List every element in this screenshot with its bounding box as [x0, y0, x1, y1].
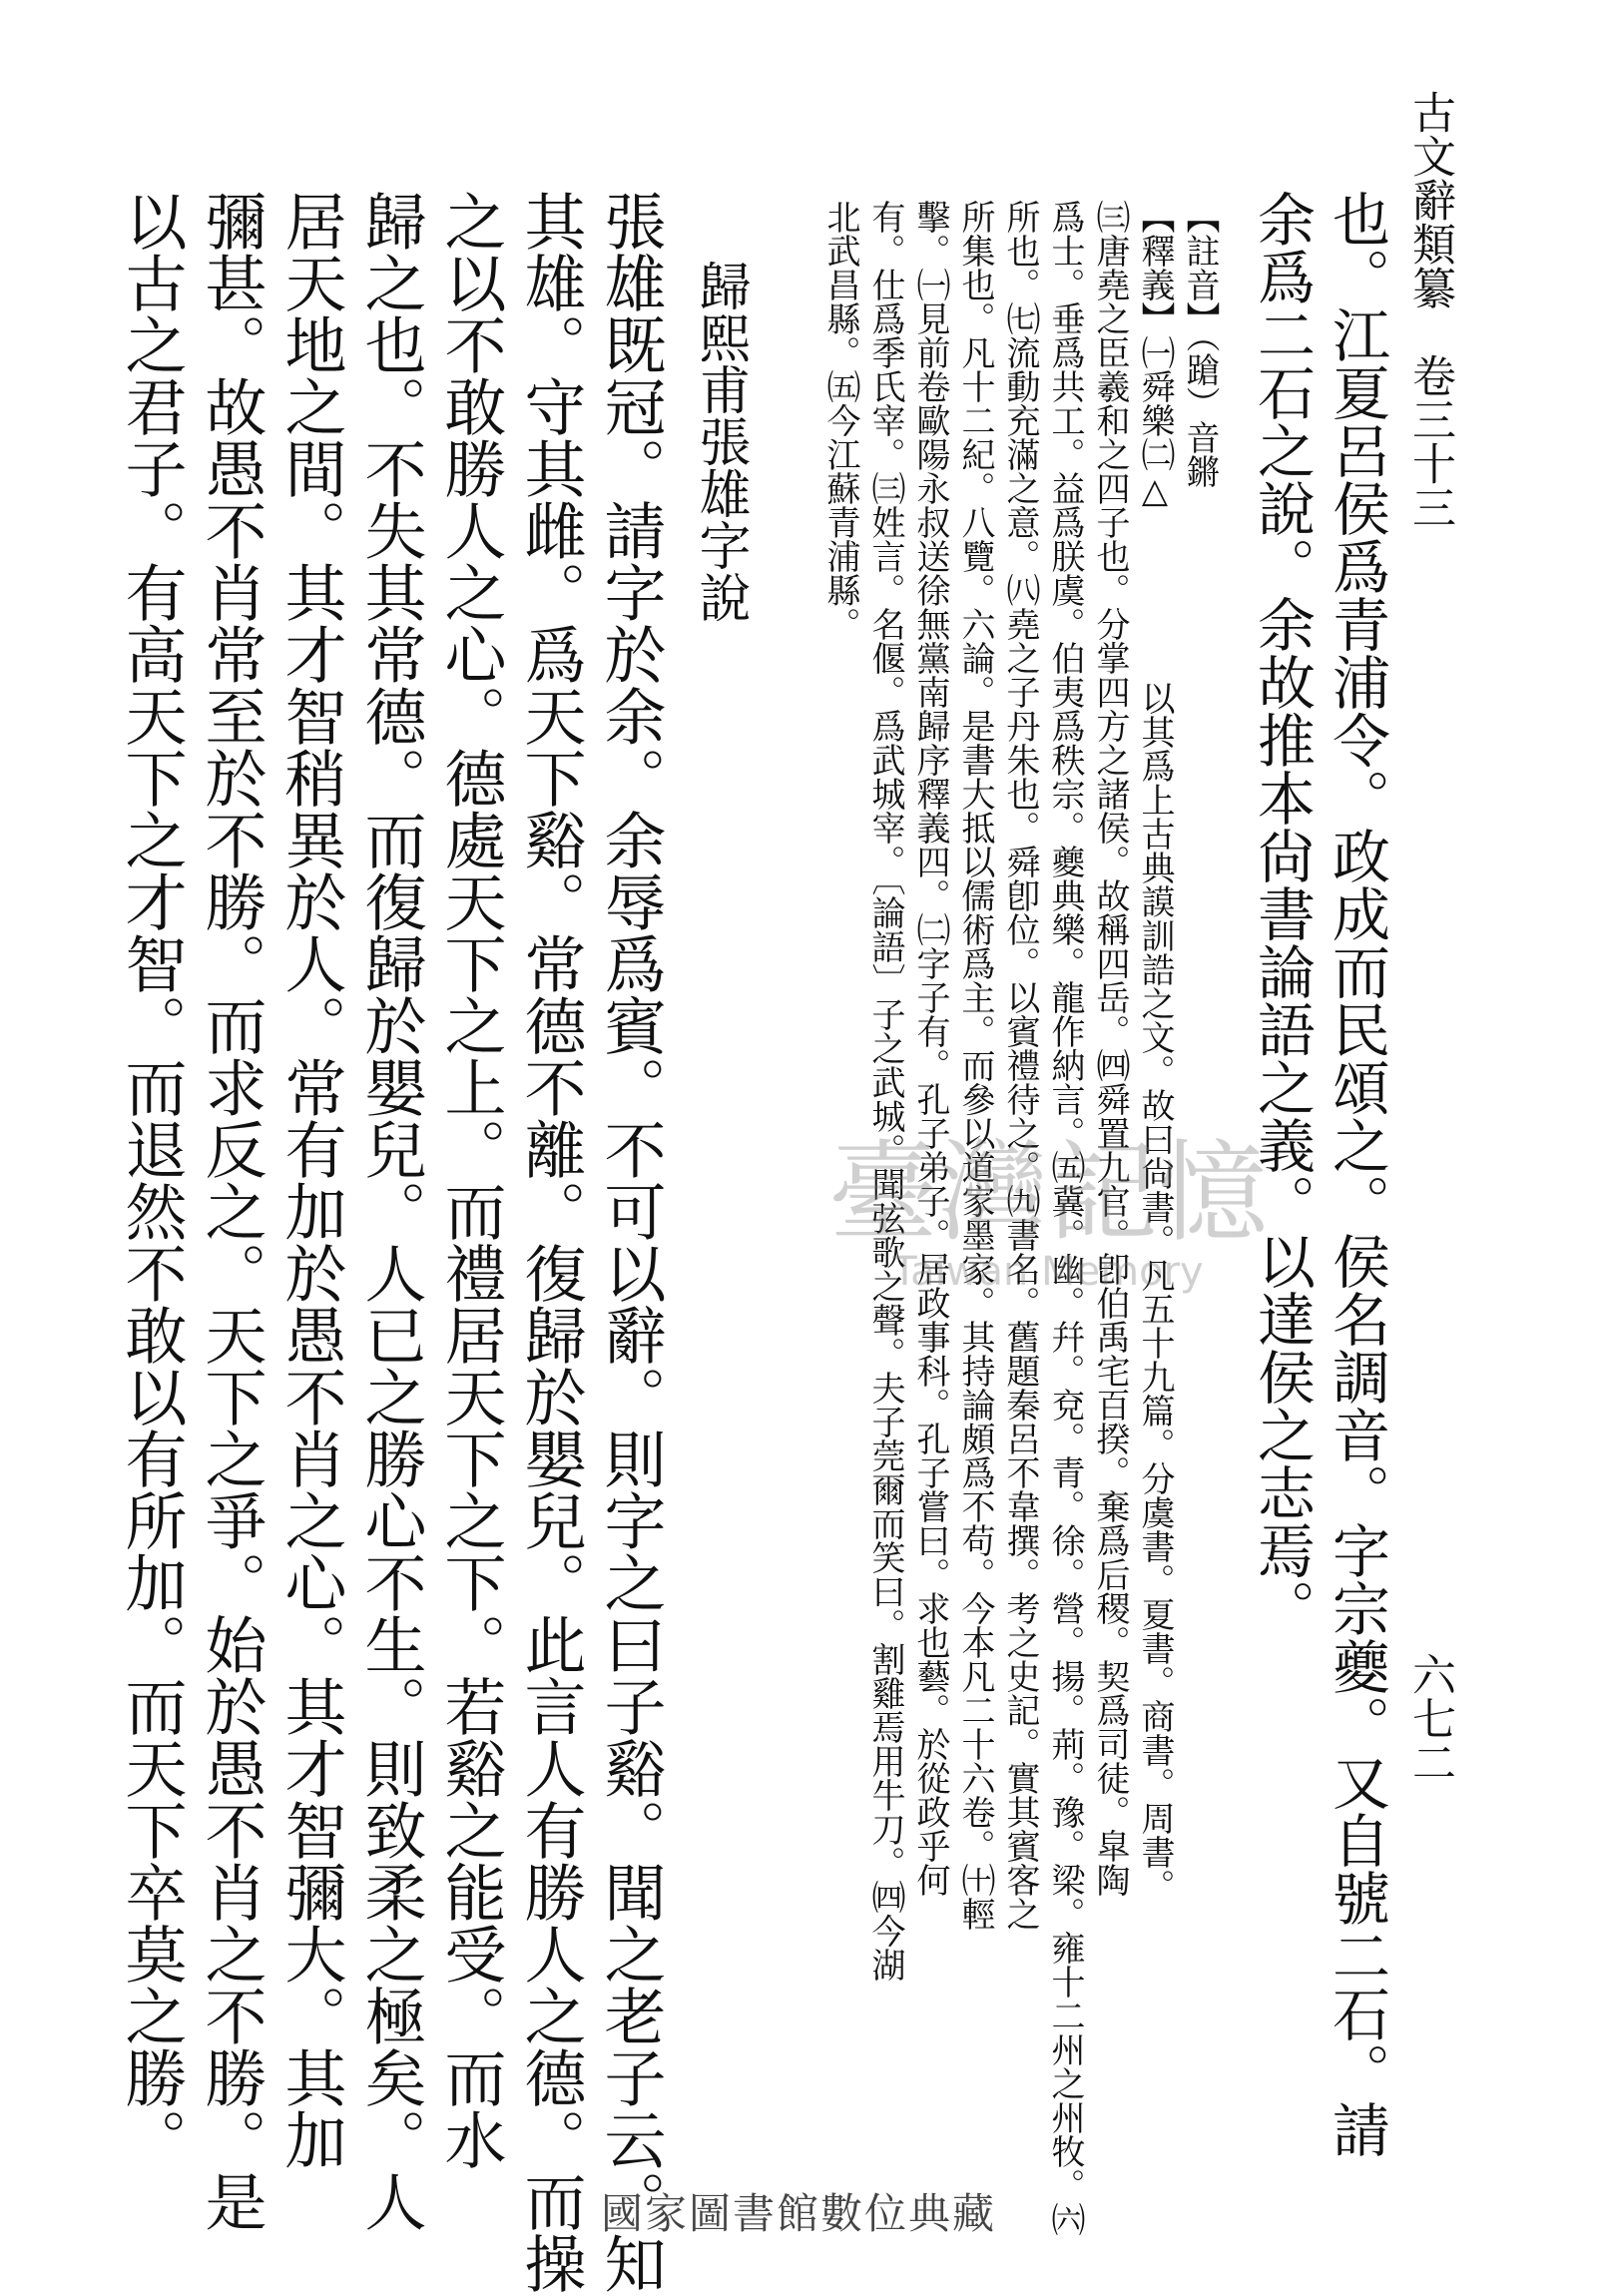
annotation-line: 擊。㈠見前卷歐陽永叔送徐無黨南歸序釋義四。㈡字子有。孔子弟子。居政事科。孔子嘗曰。求也藝。於從政乎何 — [910, 200, 950, 1897]
essay-line: 其雄。守其雌。爲天下谿。常德不離。復歸於嬰兒。此言人有勝人之德。而操 — [514, 190, 587, 2294]
annotation-line: ㈢唐堯之臣羲和之四子也。分掌四方之諸侯。故稱四岳。㈣舜置九官。卽伯禹宅百揆。棄爲后稷。契爲司徒。皐陶 — [1090, 200, 1130, 1897]
book-title-header: 古文辭類纂 卷三十三 — [1404, 90, 1455, 529]
essay-line: 之以不敢勝人之心。德處天下之上。而禮居天下之下。若谿之能受。而水 — [434, 190, 507, 2170]
page-number: 六七二 — [1404, 1652, 1455, 1784]
annotation-line: 有。仕爲季氏宰。㈢姓言。名偃。爲武城宰。〔論語〕子之武城。聞弦歌之聲。夫子莞爾而笑曰。割雞焉用牛刀。㈣今湖 — [865, 200, 905, 1982]
annotation-line: 所也。㈦流動充滿之意。㈧堯之子丹朱也。舜卽位。以賓禮待之。㈨書名。舊題秦呂不韋撰。考之史記。實其賓客之 — [1000, 200, 1040, 1931]
watermark-chinese: 臺灣記憶 — [828, 1129, 1268, 1257]
annotation-line: 所集也。凡十二紀。八覽。六論。是書大抵以儒術爲主。而參以道家墨家。其持論頗爲不苟。今本凡二十六卷。㈩輕 — [955, 200, 995, 1931]
main-text-line: 也。江夏呂侯爲青浦令。政成而民頌之。侯名調音。字宗夔。又自號二石。請 — [1323, 190, 1390, 2158]
annotation-line: 【釋義】㈠舜樂㈡△ 以其爲上古典謨訓誥之文。故曰尙書。凡五十九篇。分虞書。夏書。商書。周書。 — [1135, 200, 1175, 1903]
essay-line: 張雄既冠。請字於余。余辱爲賓。不可以辭。則字之曰子谿。聞之老子云。知 — [594, 190, 667, 2294]
essay-line: 以古之君子。有高天下之才智。而退然不敢以有所加。而天下卒莫之勝。 — [115, 190, 188, 2170]
main-text-line: 余爲二石之說。余故推本尙書論語之義。以達侯之志焉。 — [1248, 190, 1316, 1637]
footer-credit: 國家圖書館數位典藏 — [600, 2189, 996, 2238]
annotation-line: 【註音】（蹌）音鏘 — [1180, 200, 1220, 488]
annotation-line: 爲士。垂爲共工。益爲朕虞。伯夷爲秩宗。夔典樂。龍作納言。㈤冀。幽。幷。兗。青。徐。營。揚。荊。豫。梁。雍十二州之州牧。㈥ — [1045, 200, 1085, 2236]
annotation-line: 北武昌縣。㈤今江蘇青浦縣。 — [820, 200, 860, 641]
essay-line: 歸之也。不失其常德。而復歸於嬰兒。人已之勝心不生。則致柔之極矣。人 — [354, 190, 427, 2232]
essay-line: 彌甚。故愚不肖常至於不勝。而求反之。天下之爭。始於愚不肖之不勝。是 — [195, 190, 267, 2232]
essay-line: 居天地之間。其才智稍異於人。常有加於愚不肖之心。其才智彌大。其加 — [274, 190, 347, 2170]
watermark-english: Taiwan Memory — [892, 1249, 1204, 1295]
essay-title: 歸熙甫張雄字說 — [690, 260, 750, 623]
